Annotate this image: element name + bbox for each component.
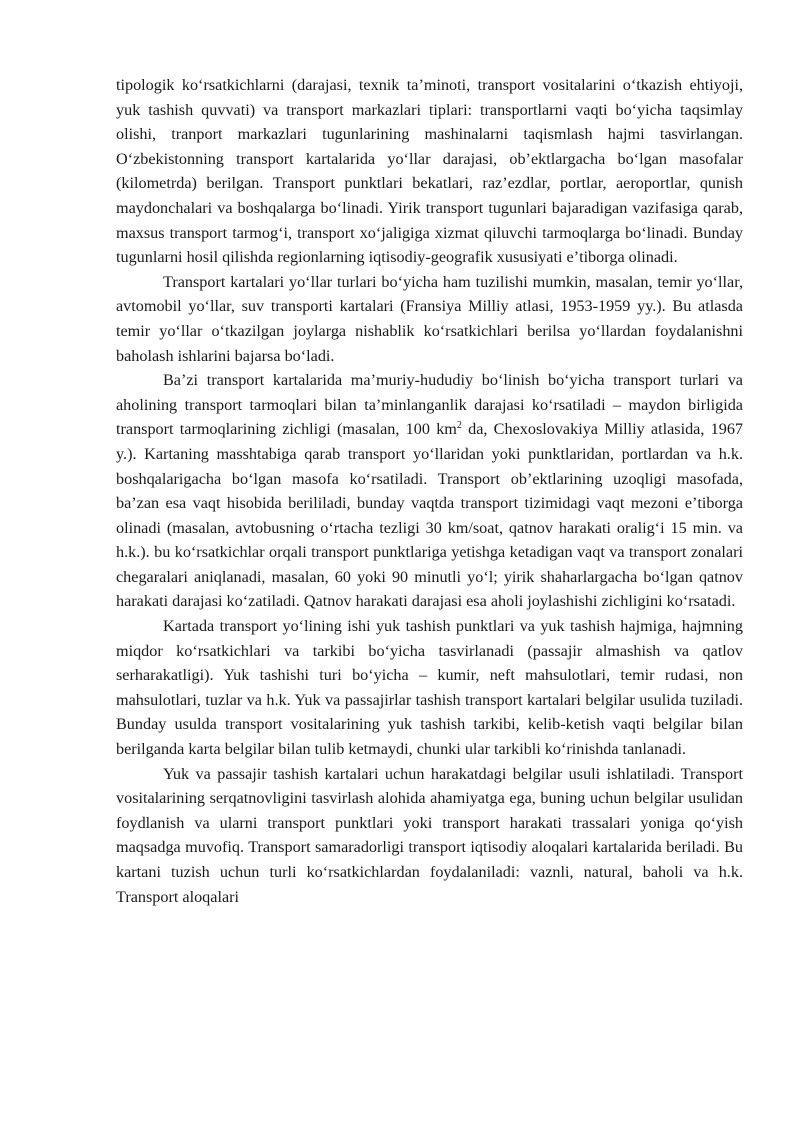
paragraph-1: tipologik koʻrsatkichlarni (darajasi, texnik taʼminoti, transport vositalarini oʻtkazish ehtiyoji, yuk tashish quvvati) va transport markazlari tiplari: transportlarni vaqti boʻyicha taqsimlay olishi, tranport markazlari tugunlarining mashinalarni taqismlash hajmi tasvirlangan. Oʻzbekistonning transport kartalarida yoʻllar darajasi, obʼektlargacha boʻlgan masofalar (kilometrda) berilgan. Transport punktlari bekatlari, razʼezdlar, portlar, aeroportlar, qunish maydonchalari va boshqalarga boʻlinadi. Yirik transport tugunlari bajaradigan vazifasiga qarab, maxsus transport tarmogʻi, transport xoʻjaligiga xizmat qiluvchi tarmoqlarga boʻlinadi. Bunday tugunlarni hosil qilishda regionlarning iqtisodiy-geografik xususiyati eʼtiborga olinadi. — [116, 76, 743, 267]
paragraph-4: Kartada transport yoʻlining ishi yuk tashish punktlari va yuk tashish hajmiga, hajmning miqdor koʻrsatkichlari va tarkibi boʻyicha tasvirlanadi (passajir almashish va qatlov serharakatligi). Yuk tashishi turi boʻyicha – kumir, neft mahsulotlari, temir rudasi, non mahsulotlari, tuzlar va h.k. Yuk va passajirlar tashish transport kartalari belgilar usulida tuziladi. Bunday usulda transport vositalarining yuk tashish tarkibi, kelib-ketish vaqti belgilar bilan berilganda karta belgilar bilan tulib ketmaydi, chunki ular tarkibli koʻrinishda tanlanadi. — [116, 617, 743, 759]
superscript-squared: 2 — [456, 420, 462, 432]
paragraph-2: Transport kartalari yoʻllar turlari boʻyicha ham tuzilishi mumkin, masalan, temir yoʻllar, avtomobil yoʻllar, suv transporti kartalari (Fransiya Milliy atlasi, 1953-1959 yy.). Bu atlasda temir yoʻllar oʻtkazilgan joylarga nishablik koʻrsatkichlari berilsa yoʻllardan foydalanishni baholash ishlarini bajarsa boʻladi. — [116, 272, 743, 365]
paragraph-3 — [116, 368, 743, 614]
document-page — [116, 73, 743, 909]
paragraph-3-text-start: Baʼzi transport kartalarida maʼmuriy-hududiy boʻlinish boʻyicha transport turlari va aholining transport tarmoqlari bilan taʼminlanganlik darajasi koʻrsatiladi – maydon birligida transport tarmoqlarining zichligi (masalan, 100 km — [116, 371, 743, 439]
paragraph-3-text-end: da, Chexoslovakiya Milliy atlasida, 1967 y.). Kartaning masshtabiga qarab transport yoʻllaridan yoki punktlaridan, portlardan va h.k. boshqalarigacha boʻlgan masofa koʻrsatiladi. Transport obʼektlarining uzoqligi masofada, baʼzan esa vaqt hisobida berililadi, bunday vaqtda transport tizimidagi vaqt mezoni eʼtiborga olinadi (masalan, avtobusning oʻrtacha tezligi 30 km/soat, qatnov harakati oraligʻi 15 min. va h.k.). bu koʻrsatkichlar orqali transport punktlariga yetishga ketadigan vaqt va transport zonalari chegaralari aniqlanadi, masalan, 60 yoki 90 minutli yoʻl; yirik shaharlargacha boʻlgan qatnov harakati darajasi koʻzatiladi. Qatnov harakati darajasi esa aholi joylashishi zichligini koʻrsatadi. — [116, 420, 744, 611]
paragraph-5: Yuk va passajir tashish kartalari uchun harakatdagi belgilar usuli ishlatiladi. Transport vositalarining serqatnovligini tasvirlash alohida ahamiyatga ega, buning uchun belgilar usulidan foydlanish va ularni transport punktlari yoki transport harakati trassalari yoniga qoʻyish maqsadga muvofiq. Transport samaradorligi transport iqtisodiy aloqalari kartalarida beriladi. Bu kartani tuzish uchun turli koʻrsatkichlardan foydalaniladi: vaznli, natural, baholi va h.k. Transport aloqalari — [116, 764, 743, 906]
